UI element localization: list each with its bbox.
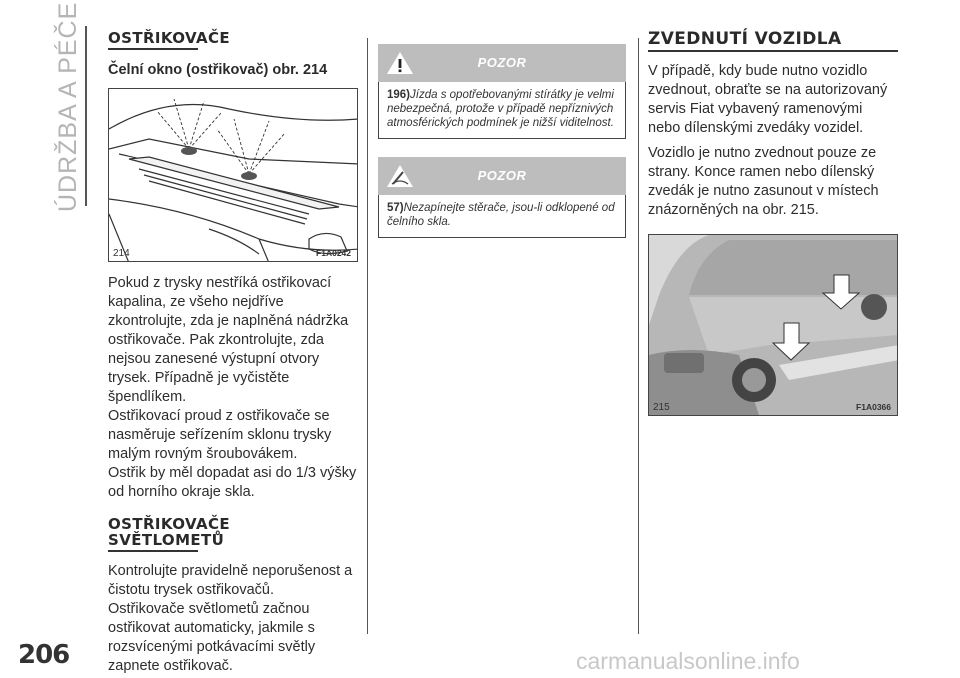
paragraph: Ostřikovače světlometů začnou ostřikovat automaticky, jakmile s rozsvícenými potkávacími světly zapnete ostřikovač. xyxy=(108,601,316,674)
column-lifting xyxy=(648,30,898,416)
warning-body xyxy=(378,82,626,139)
paragraph: V případě, kdy bude nutno vozidlo zvednout, obraťte se na autorizovaný servis Fiat vybavený ramenovými nebo dílenskými zvedáky vozidel. xyxy=(648,63,888,136)
warning-header xyxy=(378,157,626,195)
paragraph: Vozidlo je nutno zvednout pouze ze strany. Konce ramen nebo dílenský zvedák je nutno zasunout v místech znázorněných na obr. 215. xyxy=(648,145,879,218)
figure-number: 215 xyxy=(653,402,670,413)
warning-title: POZOR xyxy=(477,55,527,70)
figure-number: 214 xyxy=(113,248,130,259)
section-heading-lifting: ZVEDNUTÍ VOZIDLA xyxy=(648,29,842,49)
figure-214 xyxy=(108,88,358,262)
warning-block xyxy=(378,157,626,238)
column-washers xyxy=(108,30,358,676)
subheading-windscreen: Čelní okno (ostřikovač) obr. 214 xyxy=(108,62,328,78)
figure-code: F1A0242 xyxy=(316,248,351,258)
paragraph: Pokud z trysky nestříká ostřikovací kapalina, ze všeho nejdříve zkontrolujte, zda je naplněná nádržka ostřikovače. Pak zkontrolujte, zda nejsou zanesené výstupní otvory trysek. Případně je vyčistěte špendlíkem. xyxy=(108,275,349,405)
figure-code: F1A0366 xyxy=(856,402,891,412)
heading-underline xyxy=(648,50,898,52)
heading-underline xyxy=(108,550,198,552)
warning-text: Nezapínejte stěrače, jsou-li odklopené od čelního skla. xyxy=(387,202,615,228)
column-divider-1 xyxy=(367,38,368,634)
windscreen-washer-illustration xyxy=(109,89,358,262)
paragraph: Kontrolujte pravidelně neporušenost a čistotu trysek ostřikovačů. xyxy=(108,563,353,598)
warning-title: POZOR xyxy=(477,168,527,183)
heading-line: OSTŘIKOVAČE xyxy=(108,515,231,533)
column-warnings xyxy=(378,44,626,238)
warning-body xyxy=(378,195,626,238)
heading-line: SVĚTLOMETŮ xyxy=(108,531,225,549)
heading-underline xyxy=(108,48,198,50)
paragraph: Ostřikovací proud z ostřikovače se nasměruje seřízením sklonu trysky malým rovným šroubovákem. xyxy=(108,408,332,462)
side-section-label-text: ÚDRŽBA A PÉČE xyxy=(54,1,82,212)
side-rule xyxy=(85,26,87,206)
van-lifting-points-illustration xyxy=(649,235,898,416)
watermark: carmanualsonline.info xyxy=(576,648,800,674)
section-heading-headlamp-washers xyxy=(108,516,358,548)
paragraph: Ostřik by měl dopadat asi do 1/3 výšky od horního okraje skla. xyxy=(108,465,357,500)
column-divider-2 xyxy=(638,38,639,634)
figure-215 xyxy=(648,234,898,416)
warning-text: Jízda s opotřebovanými stírátky je velmi nebezpečná, protože v případě nepříznivých atmosférických podmínek je nižší viditelnost. xyxy=(387,89,614,129)
warning-ref: 57) xyxy=(387,202,404,214)
page-number: 206 xyxy=(18,640,70,670)
warning-block xyxy=(378,44,626,139)
section-heading-washers: OSTŘIKOVAČE xyxy=(108,29,231,47)
warning-ref: 196) xyxy=(387,89,411,101)
warning-header xyxy=(378,44,626,82)
